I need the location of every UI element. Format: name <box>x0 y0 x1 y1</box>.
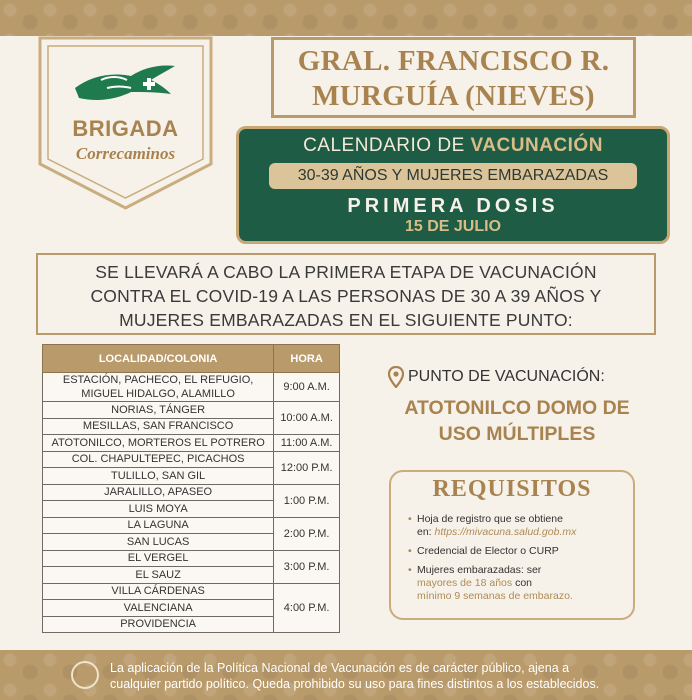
locality-text: ESTACIÓN, PACHECO, EL REFUGIO, <box>62 374 254 386</box>
table-row <box>43 550 340 567</box>
footer-line-2: cualquier partido político. Queda prohibido su uso para fines distintos a los establecidos. <box>110 677 600 691</box>
time-cell: 11:00 A.M. <box>274 435 340 452</box>
requirement-text: en: <box>417 526 432 538</box>
locality-cell: NORIAS, TÁNGER <box>43 402 274 419</box>
map-pin-icon <box>388 366 404 388</box>
municipality-line-2: MURGUÍA (NIEVES) <box>312 80 595 112</box>
requirement-item <box>408 513 633 539</box>
table-row <box>43 435 340 452</box>
locality-cell: LUIS MOYA <box>43 501 274 518</box>
requirements-box <box>389 470 635 620</box>
requirement-item <box>408 564 633 603</box>
time-cell: 2:00 P.M. <box>274 517 340 550</box>
vaccination-point-name-line-2: USO MÚLTIPLES <box>438 423 596 445</box>
registration-link[interactable]: https://mivacuna.salud.gob.mx <box>434 526 577 538</box>
time-cell: 4:00 P.M. <box>274 583 340 633</box>
roadrunner-cross-icon <box>71 58 179 112</box>
table-row <box>43 484 340 501</box>
locality-text: MIGUEL HIDALGO, ALAMILLO <box>81 388 235 400</box>
table-row <box>43 402 340 419</box>
dose-label: PRIMERA DOSIS <box>347 195 559 217</box>
requirement-item <box>408 545 633 558</box>
requirements-title: REQUISITOS <box>432 476 592 502</box>
locality-cell: JARALILLO, APASEO <box>43 484 274 501</box>
locality-cell: COL. CHAPULTEPEC, PICACHOS <box>43 451 274 468</box>
table-row <box>43 583 340 600</box>
time-cell: 10:00 A.M. <box>274 402 340 435</box>
calendar-box <box>236 126 670 244</box>
badge-title: BRIGADA <box>72 116 179 141</box>
vaccination-point-name <box>372 395 662 447</box>
vaccination-point-name-line-1: ATOTONILCO DOMO DE <box>404 397 630 419</box>
locality-cell: MESILLAS, SAN FRANCISCO <box>43 418 274 435</box>
notice-line-3: MUJERES EMBARAZADAS EN EL SIGUIENTE PUNTO: <box>119 310 573 330</box>
locality-cell: VILLA CÁRDENAS <box>43 583 274 600</box>
locality-cell: SAN LUCAS <box>43 534 274 551</box>
table-row <box>43 451 340 468</box>
calendar-heading <box>239 135 667 157</box>
time-cell: 12:00 P.M. <box>274 451 340 484</box>
vaccination-point <box>388 366 648 447</box>
column-header-time: HORA <box>274 345 340 373</box>
locality-cell <box>43 373 274 402</box>
time-cell: 1:00 P.M. <box>274 484 340 517</box>
requirement-text: Hoja de registro que se obtiene <box>417 513 563 525</box>
requirement-highlight: mínimo 9 semanas de embarazo. <box>417 590 573 602</box>
municipality-line-1: GRAL. FRANCISCO R. <box>297 45 610 77</box>
table-row <box>43 517 340 534</box>
requirement-text: Mujeres embarazadas: ser <box>417 564 542 576</box>
column-header-locality: LOCALIDAD/COLONIA <box>43 345 274 373</box>
table-header-row <box>43 345 340 373</box>
badge-subtitle: Correcaminos <box>75 144 176 163</box>
notice-line-1: SE LLEVARÁ A CABO LA PRIMERA ETAPA DE VACUNACIÓN <box>95 262 597 282</box>
requirements-list <box>408 513 633 603</box>
locality-cell: VALENCIANA <box>43 600 274 617</box>
national-seal-icon <box>71 661 99 689</box>
calendar-heading-prefix: CALENDARIO DE <box>303 135 465 156</box>
requirement-text: con <box>515 577 533 589</box>
locality-cell: ATOTONILCO, MORTEROS EL POTRERO <box>43 435 274 452</box>
calendar-heading-strong: VACUNACIÓN <box>470 135 603 156</box>
time-cell: 9:00 A.M. <box>274 373 340 402</box>
table-row <box>43 373 340 402</box>
dose-date: 15 DE JULIO <box>404 218 502 235</box>
notice-box <box>36 253 656 335</box>
vaccination-point-label: PUNTO DE VACUNACIÓN: <box>408 368 605 385</box>
footer-line-1: La aplicación de la Política Nacional de Vacunación es de carácter público, ajena a <box>110 661 570 675</box>
time-cell: 3:00 P.M. <box>274 550 340 583</box>
top-ornament-band <box>0 0 692 36</box>
locality-cell: EL VERGEL <box>43 550 274 567</box>
municipality-box <box>271 37 636 118</box>
footer-disclaimer <box>110 660 650 692</box>
requirement-highlight: mayores de 18 años <box>417 577 513 589</box>
locality-cell: EL SAUZ <box>43 567 274 584</box>
requirement-text: Credencial de Elector o CURP <box>417 545 559 557</box>
locality-cell: LA LAGUNA <box>43 517 274 534</box>
locality-cell: PROVIDENCIA <box>43 616 274 633</box>
brigada-badge <box>38 36 213 210</box>
target-group-pill: 30-39 AÑOS Y MUJERES EMBARAZADAS <box>269 163 637 189</box>
schedule-table <box>42 344 340 633</box>
locality-cell: TULILLO, SAN GIL <box>43 468 274 485</box>
notice-line-2: CONTRA EL COVID-19 A LAS PERSONAS DE 30 A 39 AÑOS Y <box>90 286 602 306</box>
vaccination-point-label-row <box>388 366 648 388</box>
